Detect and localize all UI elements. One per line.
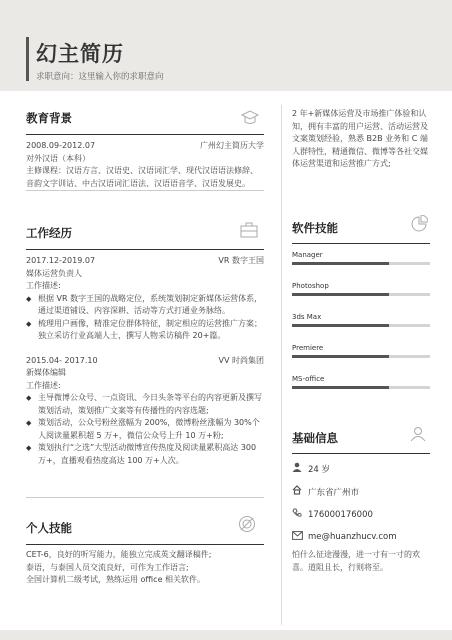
phone-icon bbox=[292, 508, 308, 521]
basic-info-rule bbox=[292, 453, 430, 454]
education-major: 对外汉语（本科） bbox=[26, 153, 90, 163]
person-icon bbox=[292, 462, 308, 475]
work-section bbox=[26, 225, 264, 467]
location-row bbox=[292, 485, 434, 498]
diamond-icon: ◆ bbox=[26, 319, 32, 328]
software-skill-track bbox=[292, 324, 430, 327]
software-skill-item bbox=[292, 375, 434, 389]
age-value: 24 岁 bbox=[308, 464, 331, 475]
work-rule bbox=[26, 249, 264, 250]
job-bullet: ◆ 根据 VR 数字王国的战略定位，系统策划制定新媒体运营体系，通过渠道铺设、内容深耕、活动等方式打通业务脉络。 bbox=[26, 293, 264, 318]
target-icon bbox=[238, 515, 256, 533]
education-date: 2008.09-2012.07 bbox=[26, 141, 96, 150]
software-skill-name: Photoshop bbox=[292, 282, 329, 290]
software-skill-item bbox=[292, 344, 434, 358]
diamond-icon: ◆ bbox=[26, 419, 32, 427]
email-value: me@huanzhucv.com bbox=[308, 532, 397, 542]
email-row bbox=[292, 531, 434, 543]
software-skill-fill bbox=[292, 324, 389, 327]
phone-value: 176000176000 bbox=[308, 509, 373, 520]
software-skill-name: 3ds Max bbox=[292, 313, 322, 321]
software-list bbox=[292, 251, 434, 389]
education-row bbox=[26, 140, 264, 153]
job-desc-label: 工作描述: bbox=[26, 281, 61, 290]
personal-skills-section bbox=[26, 520, 264, 587]
graduation-cap-icon bbox=[240, 110, 260, 126]
resume-name: 幻主简历 bbox=[36, 42, 124, 66]
briefcase-icon bbox=[240, 222, 258, 238]
job-entry bbox=[26, 355, 264, 468]
software-skill-fill bbox=[292, 262, 389, 265]
job-date: 2017.12-2019.07 bbox=[26, 256, 96, 265]
footer-bar bbox=[0, 630, 452, 640]
software-skill-item bbox=[292, 251, 434, 265]
software-skill-track bbox=[292, 262, 430, 265]
personal-skills-rule bbox=[26, 544, 264, 545]
motto-text: 怕什么征途漫漫，进一寸有一寸的欢喜。道阻且长，行则将至。 bbox=[292, 550, 420, 572]
software-skill-name: Manager bbox=[292, 251, 323, 259]
mail-icon bbox=[292, 531, 308, 543]
basic-info-section bbox=[292, 430, 434, 574]
education-school: 广州幻主简历大学 bbox=[200, 141, 264, 150]
skill-line: 泰语，与泰国人员交流良好，可作为工作语言; bbox=[26, 562, 189, 572]
job-bullet: ◆ 梳理用户画像，精准定位群体特征，制定相应的运营推广方案；独立采访行业高端人士，撰写人物采访稿件 20+篇。 bbox=[26, 318, 264, 343]
header-banner bbox=[0, 0, 452, 91]
diamond-icon: ◆ bbox=[26, 294, 32, 303]
software-title: 软件技能 bbox=[292, 221, 338, 235]
software-skill-item bbox=[292, 282, 434, 296]
skill-line: 全国计算机二级考试，熟练运用 office 相关软件。 bbox=[26, 575, 206, 584]
job-company: VV 时尚集团 bbox=[218, 355, 264, 365]
job-company: VR 数字王国 bbox=[218, 256, 264, 265]
software-skill-name: MS-office bbox=[292, 375, 325, 383]
software-skill-fill bbox=[292, 386, 389, 389]
section-separator bbox=[26, 190, 264, 191]
education-rule bbox=[26, 134, 264, 135]
education-title: 教育背景 bbox=[26, 111, 72, 125]
software-skill-fill bbox=[292, 355, 389, 358]
skill-line: CET-6，良好的听写能力，能独立完成英文翻译稿件; bbox=[26, 550, 212, 559]
software-skill-track bbox=[292, 386, 430, 389]
software-skill-track bbox=[292, 293, 430, 296]
job-objective: 求职意向：这里输入你的求职意向 bbox=[36, 72, 164, 82]
header-accent-bar bbox=[26, 37, 29, 81]
section-separator bbox=[26, 497, 264, 498]
summary-text: 2 年+新媒体运营及市场推广体验和认知，拥有丰富的用户运营、活动运营及文案策划经验，熟悉 B2B 业务和 C 端人群特性，精通微信、微博等各社交媒体运营渠道和运营推广方式; bbox=[292, 109, 428, 168]
education-section bbox=[26, 110, 264, 190]
job-entry bbox=[26, 255, 264, 343]
job-date: 2015.04- 2017.10 bbox=[26, 355, 98, 365]
education-courses: 主修课程：汉语方言、汉语史、汉语词汇学、现代汉语语法修辞、音韵文字训诂、中古汉语词汇语法、汉语语音学、汉语发展史。 bbox=[26, 166, 258, 188]
software-skill-fill bbox=[292, 293, 389, 296]
job-role: 新媒体编辑 bbox=[26, 368, 66, 377]
personal-skills-title: 个人技能 bbox=[26, 521, 72, 535]
phone-row bbox=[292, 508, 434, 521]
job-bullet: ◆ 主导微博公众号、一点资讯、今日头条等平台的内容更新及撰写策划活动，策划推广文案等有传播性的内容选题; bbox=[26, 392, 264, 417]
diamond-icon: ◆ bbox=[26, 444, 32, 452]
location-value: 广东省广州市 bbox=[308, 487, 360, 498]
work-title: 工作经历 bbox=[26, 226, 72, 240]
diamond-icon: ◆ bbox=[26, 394, 32, 402]
job-header bbox=[26, 255, 264, 268]
user-icon bbox=[410, 426, 426, 442]
age-row bbox=[292, 462, 434, 475]
pie-chart-icon bbox=[410, 215, 428, 233]
software-skill-item bbox=[292, 313, 434, 327]
software-skill-name: Premiere bbox=[292, 344, 324, 352]
job-bullet: ◆ 策划执行“之选”大型活动微博宣传热度及阅读量累积高达 300 万+，直播观看热度高达 100 万+人次。 bbox=[26, 442, 264, 467]
column-divider bbox=[281, 105, 282, 625]
job-role: 媒体运营负责人 bbox=[26, 268, 82, 278]
job-header bbox=[26, 355, 264, 368]
software-rule bbox=[292, 243, 430, 244]
software-skill-track bbox=[292, 355, 430, 358]
job-bullet: ◆ 策划活动，公众号粉丝涨幅为 200%，微博粉丝涨幅为 30%个人阅读量累积超 5 万+，微信公众号上升 10 万+粉; bbox=[26, 417, 264, 442]
software-section bbox=[292, 220, 434, 406]
job-desc-label: 工作描述: bbox=[26, 380, 61, 390]
basic-info-title: 基础信息 bbox=[292, 431, 338, 445]
home-icon bbox=[292, 485, 308, 498]
